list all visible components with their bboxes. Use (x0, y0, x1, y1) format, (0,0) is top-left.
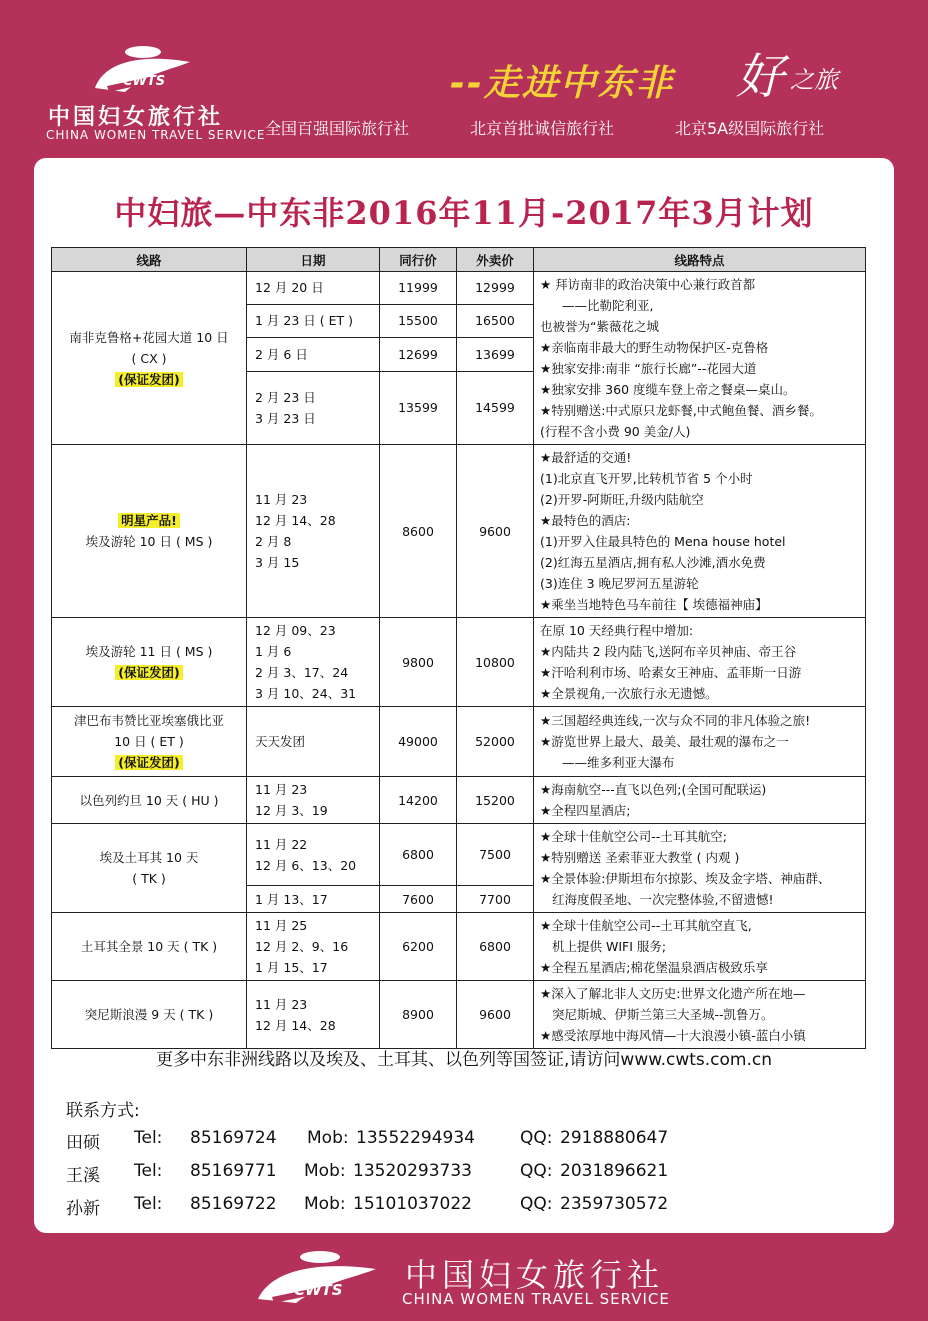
table-row (52, 707, 866, 777)
feature-line: ——维多利亚大瀑布 (562, 755, 675, 770)
feature-line: ★全程五星酒店;棉花堡温泉酒店极致乐享 (540, 960, 768, 975)
feature-line: (2)红海五星酒店,拥有私人沙滩,酒水免费 (540, 555, 766, 570)
tel-number: 85169722 (190, 1194, 277, 1214)
feature-line: ★内陆共 2 段内陆飞,送阿布辛贝神庙、帝王谷 (540, 644, 797, 659)
feature-line: 红海度假圣地、一次完整体验,不留遗憾! (552, 892, 774, 907)
brand-script-logo (730, 38, 855, 105)
retail-price: 16500 (457, 304, 534, 338)
feature-line: ★ 拜访南非的政治决策中心兼行政首都 (540, 277, 756, 292)
mob-number: 15101037022 (353, 1194, 472, 1214)
feature-line: ★亲临南非最大的野生动物保护区-克鲁格 (540, 340, 769, 355)
footer-company-cn: 中国妇女旅行社 (405, 1256, 665, 1294)
route-cell: 突尼斯浪漫 9 天 ( TK ) (52, 981, 247, 1049)
route-name: 津巴布韦赞比亚埃塞俄比亚 (73, 713, 224, 728)
mob-label: Mob: (304, 1194, 346, 1214)
date-cell (247, 445, 380, 618)
feature-line: ★最特色的酒店: (540, 513, 631, 528)
date-line: 11 月 23 (255, 782, 308, 797)
date-cell (247, 981, 380, 1049)
route-cell (52, 824, 247, 913)
route-cell (52, 445, 247, 618)
route-cell: 以色列约旦 10 天 ( HU ) (52, 777, 247, 824)
feature-line: ★乘坐当地特色马车前往【 埃德福神庙】 (540, 597, 768, 612)
feature-line: ★独家安排 360 度缆车登上帝之餐桌—桌山。 (540, 382, 796, 397)
features-cell (534, 981, 866, 1049)
features-cell (534, 777, 866, 824)
honor-3: 北京5A级国际旅行社 (675, 119, 825, 138)
header-retail-price: 外卖价 (457, 248, 534, 272)
feature-line: ★全球十佳航空公司--土耳其航空直飞, (540, 918, 752, 933)
route-cell (52, 618, 247, 707)
feature-line: 也被誉为“紫薇花之城 (540, 319, 659, 334)
peer-price: 49000 (380, 707, 457, 777)
retail-price: 13699 (457, 338, 534, 372)
contact-name: 田硕 (66, 1133, 100, 1153)
retail-price: 14599 (457, 371, 534, 444)
route-name: 埃及土耳其 10 天 (99, 850, 199, 865)
table-row (52, 777, 866, 824)
features-cell (534, 824, 866, 913)
table-row (52, 272, 866, 305)
svg-text:CWTS: CWTS (294, 1281, 343, 1299)
feature-line: ★特别赠送:中式原只龙虾餐,中式鲍鱼餐、酒乡餐。 (540, 403, 822, 418)
feature-line: (1)北京直飞开罗,比转机节省 5 个小时 (540, 471, 753, 486)
more-info-link-text: 更多中东非洲线路以及埃及、土耳其、以色列等国签证,请访问www.cwts.com.cn (156, 1050, 772, 1070)
feature-line: ★汗哈利利市场、哈素女王神庙、孟菲斯一日游 (540, 665, 802, 680)
date-line: 12 月 14、28 (255, 513, 336, 528)
company-name-cn: 中国妇女旅行社 (48, 105, 224, 130)
route-code: ( CX ) (131, 350, 167, 366)
date-line: 12 月 14、28 (255, 1017, 336, 1033)
mob-label: Mob: (307, 1128, 349, 1148)
footer-company-en: CHINA WOMEN TRAVEL SERVICE (402, 1290, 670, 1308)
feature-line: ★全景体验:伊斯坦布尔掠影、埃及金字塔、神庙群、 (540, 871, 831, 886)
contact-row (66, 1161, 866, 1185)
star-product-badge: 明星产品! (118, 513, 180, 528)
qq-number: 2359730572 (560, 1194, 669, 1214)
features-cell (534, 913, 866, 981)
features-cell (534, 445, 866, 618)
guarantee-badge: (保证发团) (115, 372, 182, 387)
slogan: --走进中东非 (450, 63, 674, 104)
date-cell (247, 824, 380, 886)
feature-line: (2)开罗-阿斯旺,升级内陆航空 (540, 492, 704, 507)
table-header-row (52, 248, 866, 272)
retail-price: 9600 (457, 445, 534, 618)
table-row (52, 981, 866, 1049)
header-route: 线路 (52, 248, 247, 272)
date-line: 2 月 8 (255, 534, 292, 549)
retail-price: 12999 (457, 272, 534, 305)
retail-price: 9600 (457, 981, 534, 1049)
tour-table (51, 247, 866, 1049)
table-row (52, 824, 866, 886)
feature-line: 在原 10 天经典行程中增加: (540, 623, 694, 638)
peer-price: 6800 (380, 824, 457, 886)
peer-price: 11999 (380, 272, 457, 305)
route-name: 南非克鲁格+花园大道 10 日 (69, 329, 229, 345)
features-cell (534, 707, 866, 777)
feature-line: ★独家安排:南非 “旅行长廊”--花园大道 (540, 361, 757, 376)
brand-script-big: 好 (736, 49, 785, 105)
tel-label: Tel: (134, 1161, 163, 1181)
company-name-en: CHINA WOMEN TRAVEL SERVICE (46, 128, 266, 142)
retail-price: 52000 (457, 707, 534, 777)
mob-number: 13552294934 (356, 1128, 475, 1148)
qq-label: QQ: (520, 1128, 553, 1148)
mob-label: Mob: (304, 1161, 346, 1181)
contact-row (66, 1194, 866, 1218)
tel-number: 85169771 (190, 1161, 277, 1181)
feature-line: ★深入了解北非人文历史:世界文化遗产所在地— (540, 986, 806, 1001)
table-row (52, 913, 866, 981)
mob-number: 13520293733 (353, 1161, 472, 1181)
brand-script-small: 之旅 (790, 66, 838, 94)
peer-price: 9800 (380, 618, 457, 707)
cwts-footer-logo-icon (250, 1245, 380, 1309)
guarantee-badge: (保证发团) (115, 665, 182, 680)
route-name: 埃及游轮 11 日 ( MS ) (85, 644, 213, 659)
qq-label: QQ: (520, 1161, 553, 1181)
date-line: 12 月 09、23 (255, 623, 336, 638)
feature-line: (3)连住 3 晚尼罗河五星游轮 (540, 576, 699, 591)
date-line: 11 月 23 (255, 492, 308, 507)
tel-label: Tel: (134, 1128, 163, 1148)
date-line: 11 月 23 (255, 996, 308, 1012)
date-cell: 12 月 20 日 (247, 272, 380, 305)
qq-label: QQ: (520, 1194, 553, 1214)
cwts-logo-icon (85, 40, 195, 100)
feature-line: ★三国超经典连线,一次与众不同的非凡体验之旅! (540, 713, 811, 728)
qq-number: 2918880647 (560, 1128, 669, 1148)
contact-name: 孙新 (66, 1199, 100, 1219)
honor-1: 全国百强国际旅行社 (265, 119, 410, 138)
contact-name: 王溪 (66, 1166, 100, 1186)
route-code: ( TK ) (132, 871, 166, 886)
date-line: 1 月 15、17 (255, 960, 328, 975)
retail-price: 7500 (457, 824, 534, 886)
page-title: 中妇旅—中东非2016年11月-2017年3月计划 (114, 194, 814, 232)
guarantee-badge: (保证发团) (115, 755, 182, 770)
date-cell: 1 月 23 日 ( ET ) (247, 304, 380, 338)
feature-line: (1)开罗入住最具特色的 Mena house hotel (540, 534, 786, 549)
route-cell: 土耳其全景 10 天 ( TK ) (52, 913, 247, 981)
date-line: 11 月 25 (255, 918, 308, 933)
date-cell (247, 618, 380, 707)
feature-line: ★特别赠送 圣索菲亚大教堂 ( 内观 ) (540, 850, 740, 865)
date-cell (247, 777, 380, 824)
feature-line: 突尼斯城、伊斯兰第三大圣城--凯鲁万。 (552, 1007, 774, 1022)
tel-label: Tel: (134, 1194, 163, 1214)
retail-price: 10800 (457, 618, 534, 707)
date-cell (247, 913, 380, 981)
peer-price: 15500 (380, 304, 457, 338)
date-line: 3 月 23 日 (255, 410, 316, 426)
feature-line: ★感受浓厚地中海风情—十大浪漫小镇-蓝白小镇 (540, 1028, 806, 1043)
features-cell (534, 618, 866, 707)
route-cell (52, 707, 247, 777)
date-line: 2 月 3、17、24 (255, 665, 349, 680)
retail-price: 6800 (457, 913, 534, 981)
date-line: 1 月 6 (255, 644, 292, 659)
svg-text:CWTS: CWTS (123, 74, 166, 89)
peer-price: 6200 (380, 913, 457, 981)
header-peer-price: 同行价 (380, 248, 457, 272)
peer-price: 12699 (380, 338, 457, 372)
date-line: 3 月 15 (255, 555, 300, 570)
feature-line: ★游览世界上最大、最美、最壮观的瀑布之一 (540, 734, 789, 749)
honor-2: 北京首批诚信旅行社 (470, 119, 615, 138)
header-date: 日期 (247, 248, 380, 272)
feature-line: (行程不含小费 90 美金/人) (540, 424, 691, 439)
feature-line: ★海南航空---直飞以色列;(全国可配联运) (540, 782, 767, 797)
retail-price: 15200 (457, 777, 534, 824)
date-cell: 天天发团 (247, 707, 380, 777)
date-cell: 1 月 13、17 (247, 886, 380, 913)
features-cell (534, 272, 866, 445)
feature-line: ★全球十佳航空公司--土耳其航空; (540, 829, 727, 844)
date-line: 2 月 23 日 (255, 389, 316, 405)
feature-line: 机上提供 WIFI 服务; (552, 939, 667, 954)
feature-line: ★全景视角,一次旅行永无遗憾。 (540, 686, 718, 701)
date-line: 12 月 3、19 (255, 803, 328, 818)
route-name: 埃及游轮 10 日 ( MS ) (85, 534, 213, 549)
peer-price: 8600 (380, 445, 457, 618)
date-line: 12 月 6、13、20 (255, 857, 357, 873)
feature-line: ★全程四星酒店; (540, 803, 631, 818)
date-line: 3 月 10、24、31 (255, 686, 357, 701)
peer-price: 7600 (380, 886, 457, 913)
retail-price: 7700 (457, 886, 534, 913)
date-line: 11 月 22 (255, 836, 308, 852)
feature-line: ——比勒陀利亚, (562, 298, 654, 313)
feature-line: ★最舒适的交通! (540, 450, 632, 465)
qq-number: 2031896621 (560, 1161, 669, 1181)
date-cell (247, 371, 380, 444)
table-row (52, 618, 866, 707)
date-cell: 2 月 6 日 (247, 338, 380, 372)
date-line: 12 月 2、9、16 (255, 939, 349, 954)
peer-price: 8900 (380, 981, 457, 1049)
route-cell (52, 272, 247, 445)
route-code: 10 日 ( ET ) (114, 734, 184, 749)
contact-row (66, 1128, 866, 1152)
header-features: 线路特点 (534, 248, 866, 272)
table-row (52, 445, 866, 618)
tel-number: 85169724 (190, 1128, 277, 1148)
peer-price: 14200 (380, 777, 457, 824)
peer-price: 13599 (380, 371, 457, 444)
contact-heading: 联系方式: (66, 1101, 140, 1121)
